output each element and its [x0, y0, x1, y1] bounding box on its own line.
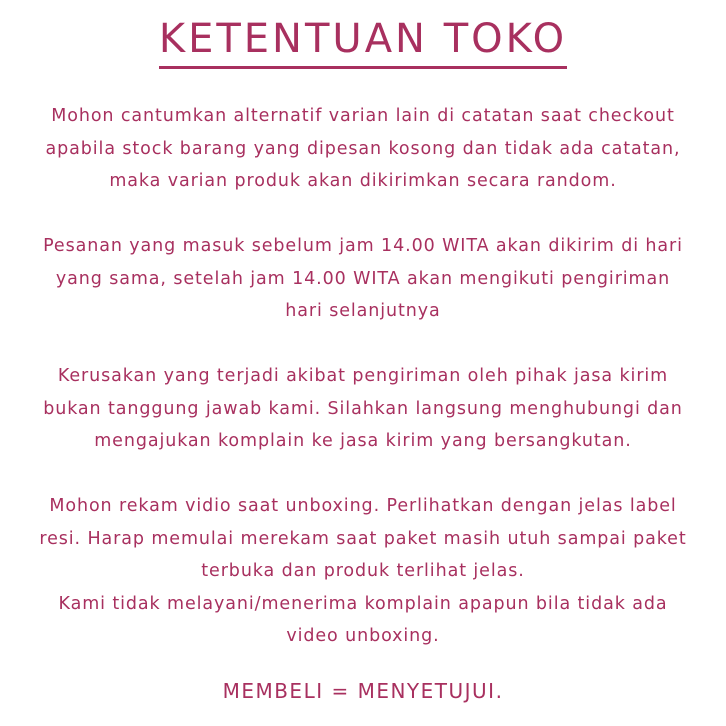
paragraph-stock-variant — [20, 100, 706, 198]
text-line: video unboxing. — [286, 626, 440, 646]
text-line: resi. Harap memulai merekam saat paket masih utuh sampai paket — [39, 528, 687, 549]
text-line: Mohon cantumkan alternatif varian lain di catatan saat checkout — [51, 106, 675, 126]
text-line: terbuka dan produk terlihat jelas. — [201, 561, 525, 581]
paragraph-shipping-time — [20, 230, 706, 328]
paragraph-spacer — [20, 198, 706, 231]
terms-body — [20, 100, 706, 653]
text-line: Kami tidak melayani/menerima komplain apapun bila tidak ada — [58, 593, 668, 614]
text-line: Pesanan yang masuk sebelum jam 14.00 WITA akan dikirim di hari — [43, 236, 683, 256]
title-container — [0, 18, 726, 69]
text-line: hari selanjutnya — [285, 301, 441, 321]
text-line: mengajukan komplain ke jasa kirim yang bersangkutan. — [94, 431, 632, 451]
text-line: apabila stock barang yang dipesan kosong dan tidak ada catatan, — [45, 138, 681, 159]
text-line: maka varian produk akan dikirimkan secara random. — [109, 171, 617, 191]
page-title: KETENTUAN TOKO — [159, 18, 567, 69]
paragraph-shipping-damage — [20, 360, 706, 458]
paragraph-spacer — [20, 458, 706, 491]
text-line: Kerusakan yang terjadi akibat pengiriman oleh pihak jasa kirim — [57, 366, 669, 386]
paragraph-spacer — [20, 328, 706, 361]
text-line: yang sama, setelah jam 14.00 WITA akan mengikuti pengiriman — [55, 268, 671, 289]
text-line: bukan tanggung jawab kami. Silahkan langsung menghubungi dan — [43, 398, 683, 419]
text-line: Mohon rekam vidio saat unboxing. Perlihatkan dengan jelas label — [49, 496, 677, 516]
agreement-footer: MEMBELI = MENYETUJUI. — [222, 679, 504, 703]
paragraph-unboxing-video — [20, 490, 706, 653]
